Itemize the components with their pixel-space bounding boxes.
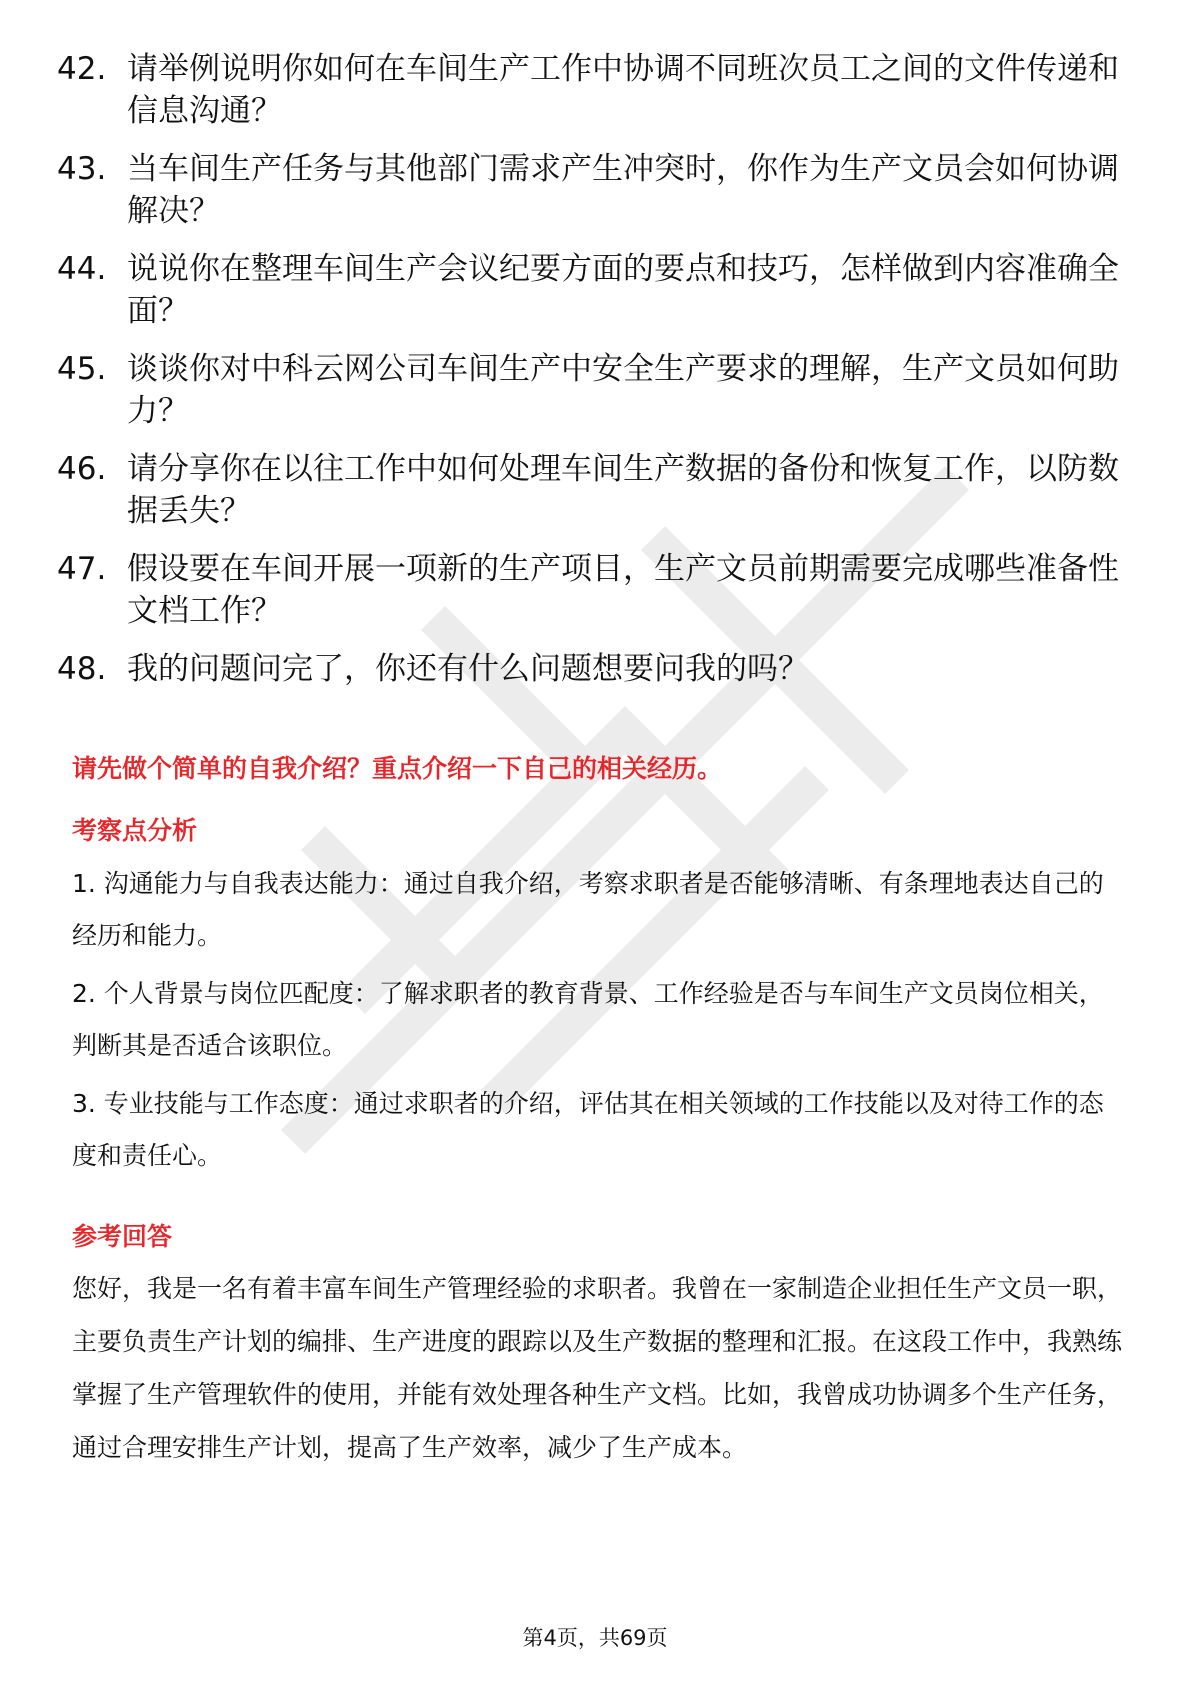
analysis-point: 2. 个人背景与岗位匹配度：了解求职者的教育背景、工作经验是否与车间生产文员岗位相关，判断其是否适合该职位。	[72, 979, 1104, 1060]
question-number: 46.	[57, 451, 107, 487]
answer-body	[72, 1262, 1122, 1480]
question-list	[57, 48, 1137, 706]
analysis-point: 3. 专业技能与工作态度：通过求职者的介绍，评估其在相关领域的工作技能以及对待工作的态度和责任心。	[72, 1089, 1104, 1170]
analysis-points	[72, 858, 1122, 1188]
question-item	[57, 648, 1137, 690]
question-number: 44.	[57, 251, 107, 287]
question-item	[57, 148, 1137, 232]
answer-heading: 参考回答	[72, 1222, 173, 1251]
question-item	[57, 548, 1137, 632]
question-text: 谈谈你对中科云网公司车间生产中安全生产要求的理解，生产文员如何助力？	[127, 351, 1119, 429]
question-item	[57, 48, 1137, 132]
question-text: 我的问题问完了，你还有什么问题想要问我的吗？	[127, 651, 809, 687]
question-text: 当车间生产任务与其他部门需求产生冲突时，你作为生产文员会如何协调解决？	[127, 151, 1119, 229]
question-item	[57, 348, 1137, 432]
question-text: 假设要在车间开展一项新的生产项目，生产文员前期需要完成哪些准备性文档工作？	[127, 551, 1119, 629]
question-number: 48.	[57, 651, 107, 687]
question-number: 43.	[57, 151, 107, 187]
question-number: 47.	[57, 551, 107, 587]
analysis-heading: 考察点分析	[72, 816, 198, 845]
question-item	[57, 448, 1137, 532]
question-item	[57, 248, 1137, 332]
answer-text: 您好，我是一名有着丰富车间生产管理经验的求职者。我曾在一家制造企业担任生产文员一职，主要负责生产计划的编排、生产进度的跟踪以及生产数据的整理和汇报。在这段工作中，我熟练掌握了生产管理软件的使用，并能有效处理各种生产文档。比如，我曾成功协调多个生产任务，通过合理安排生产计划，提高了生产效率，减少了生产成本。	[72, 1274, 1123, 1462]
question-text: 说说你在整理车间生产会议纪要方面的要点和技巧，怎样做到内容准确全面？	[127, 251, 1119, 329]
question-number: 42.	[57, 51, 107, 87]
analysis-point: 1. 沟通能力与自我表达能力：通过自我介绍，考察求职者是否能够清晰、有条理地表达自己的经历和能力。	[72, 869, 1104, 950]
question-text: 请举例说明你如何在车间生产工作中协调不同班次员工之间的文件传递和信息沟通？	[127, 51, 1119, 129]
question-text: 请分享你在以往工作中如何处理车间生产数据的备份和恢复工作，以防数据丢失？	[127, 451, 1119, 529]
intro-question-heading: 请先做个简单的自我介绍？重点介绍一下自己的相关经历。	[72, 754, 723, 783]
question-number: 45.	[57, 351, 107, 387]
page-number-footer: 第4页，共69页	[522, 1626, 668, 1650]
